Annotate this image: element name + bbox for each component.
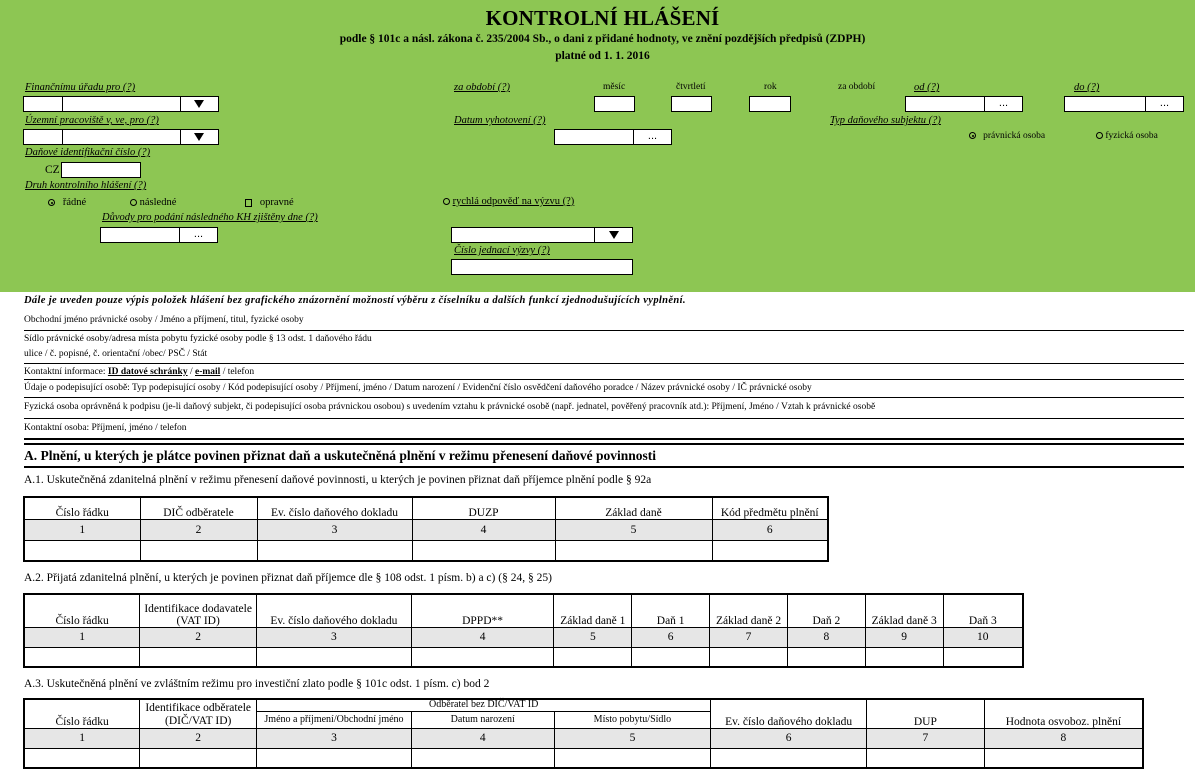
a2-col-number: 3 (257, 627, 412, 647)
contact-phone: / telefon (220, 367, 255, 377)
divider (24, 438, 1184, 440)
datum-vyhotoveni-label[interactable]: Datum vyhotovení (?) (454, 115, 546, 126)
divider (24, 363, 1184, 364)
a2-header: DPPD** (411, 594, 554, 627)
info-line-contact (24, 367, 254, 377)
cz-prefix: CZ (45, 164, 60, 176)
a1-cell[interactable] (24, 540, 140, 561)
pravnicka-option[interactable] (969, 131, 1045, 141)
a3-cell[interactable] (411, 748, 554, 768)
a1-cell[interactable] (140, 540, 257, 561)
a1-cell[interactable] (712, 540, 828, 561)
a1-col-number: 4 (412, 519, 555, 540)
datum-vyhotoveni-picker-button[interactable]: ... (633, 129, 672, 145)
a3-col-number: 8 (984, 728, 1143, 748)
a2-col-number: 8 (787, 627, 865, 647)
valid-from: platné od 1. 1. 2016 (555, 50, 650, 62)
page-subtitle: podle § 101c a násl. zákona č. 235/2004 Sb., o dani z přidané hodnoty, ve znění pozdějších předpisů (ZDPH) (339, 33, 866, 45)
pravnicka-label: právnická osoba (983, 131, 1046, 141)
a3-header: Číslo řádku (24, 699, 140, 728)
a3-header: Identifikace odběratele (DIČ/VAT ID) (140, 699, 257, 728)
a2-col-number: 2 (140, 627, 257, 647)
typ-subjektu-label[interactable]: Typ daňového subjektu (?) (830, 115, 941, 126)
separator: / (187, 367, 195, 377)
a3-data-row[interactable] (24, 748, 1143, 768)
a3-col-number: 7 (867, 728, 985, 748)
fyzicka-label: fyzická osoba (1105, 131, 1158, 141)
a1-col-number: 1 (24, 519, 140, 540)
info-line-name: Obchodní jméno právnické osoby / Jméno a příjmení, titul, fyzické osoby (24, 315, 304, 325)
info-line-contact-person: Kontaktní osoba: Příjmení, jméno / telefon (24, 423, 187, 433)
a2-cell[interactable] (865, 647, 943, 667)
a2-header: Základ daně 3 (865, 594, 943, 627)
a1-col-number: 2 (140, 519, 257, 540)
druh-nasledne-label: následné (139, 197, 177, 208)
a3-cell[interactable] (711, 748, 867, 768)
rychla-odpoved-option[interactable] (443, 196, 574, 207)
cislo-jednaci-input[interactable] (451, 259, 633, 275)
a1-cell[interactable] (412, 540, 555, 561)
divider (24, 466, 1184, 468)
a1-title: A.1. Uskutečněná zdanitelná plnění v režimu přenesení daňové povinnosti, u kterých je povinen přiznat daň příjemce plnění podle § 92a (24, 474, 652, 486)
a3-cell[interactable] (24, 748, 140, 768)
a3-cell[interactable] (554, 748, 711, 768)
financni-urad-label[interactable]: Finančnímu úřadu pro (?) (25, 82, 136, 93)
duvody-label[interactable]: Důvody pro podání následného KH zjištěny dne (?) (102, 212, 318, 223)
a3-subheader: Datum narození (411, 711, 554, 728)
a3-col-number: 2 (140, 728, 257, 748)
a3-col-number: 3 (257, 728, 412, 748)
radio-icon[interactable] (443, 198, 450, 205)
a3-cell[interactable] (140, 748, 257, 768)
info-note: Dále je uveden pouze výpis položek hlášení bez grafického znázornění možností výběru z číselníku a dalších funkcí zjednodušujících vyplnění. (24, 295, 686, 306)
a1-header: Číslo řádku (24, 497, 140, 519)
select-divider (180, 129, 181, 145)
email-link[interactable]: e-mail (194, 367, 221, 377)
a2-cell[interactable] (943, 647, 1023, 667)
a2-header: Základ daně 1 (554, 594, 632, 627)
a3-header: DUP (867, 699, 985, 728)
dropdown-arrow-icon[interactable] (609, 231, 619, 239)
druh-radnne-option[interactable] (48, 197, 86, 208)
a2-col-number: 7 (710, 627, 788, 647)
a2-header: Základ daně 2 (710, 594, 788, 627)
a1-data-row[interactable] (24, 540, 828, 561)
divider (24, 330, 1184, 331)
a2-cell[interactable] (787, 647, 865, 667)
dropdown-arrow-icon[interactable] (194, 100, 204, 108)
druh-radnne-label: řádné (62, 197, 87, 208)
do-label[interactable]: do (?) (1074, 82, 1100, 93)
a3-subheader: Místo pobytu/Sídlo (554, 711, 711, 728)
fyzicka-option[interactable] (1096, 131, 1158, 141)
a1-cell[interactable] (257, 540, 412, 561)
rok-label: rok (764, 82, 777, 92)
info-line-signer: Údaje o podepisující osobě: Typ podepisující osoby / Kód podepisující osoby / Příjmení, jméno / Datum narození / Evidenční číslo osvědčení daňového poradce / Název právnické osoby / IČ právnické osoby (24, 383, 812, 393)
info-line-authorized: Fyzická osoba oprávněná k podpisu (je-li daňový subjekt, či podepisující osoba právnickou osobou) s uvedením vztahu k právnické osobě (např. jednatel, pověřený pracovník atd.): Příjmení, Jméno / Vztah k právnické osobě (24, 402, 876, 412)
od-label[interactable]: od (?) (914, 82, 940, 93)
a2-cell[interactable] (632, 647, 710, 667)
page-title: KONTROLNÍ HLÁŠENÍ (485, 6, 720, 30)
radio-icon[interactable] (130, 199, 137, 206)
druh-nasledne-option[interactable] (130, 197, 176, 208)
rychla-odpoved-label: rychlá odpověď na výzvu (?) (452, 196, 575, 207)
uzemni-pracoviste-select[interactable] (23, 129, 219, 145)
divider (24, 443, 1184, 445)
a2-cell[interactable] (24, 647, 140, 667)
divider (24, 418, 1184, 419)
cislo-jednaci-label[interactable]: Číslo jednací výzvy (?) (454, 245, 550, 256)
a2-col-number: 5 (554, 627, 632, 647)
select-divider (594, 227, 595, 243)
a3-col-number: 5 (554, 728, 711, 748)
a1-header: Základ daně (555, 497, 712, 519)
contact-prefix: Kontaktní informace: (24, 367, 108, 377)
a2-cell[interactable] (554, 647, 632, 667)
a2-header: Číslo řádku (24, 594, 140, 627)
druh-label[interactable]: Druh kontrolního hlášení (?) (25, 180, 147, 191)
a3-col-number: 1 (24, 728, 140, 748)
a2-col-number: 9 (865, 627, 943, 647)
dropdown-arrow-icon[interactable] (194, 133, 204, 141)
mesic-label: měsíc (603, 82, 626, 92)
a1-header: DUZP (412, 497, 555, 519)
za-obdobi2-label: za období (838, 82, 876, 92)
select-divider (62, 129, 63, 145)
a3-table (23, 698, 1144, 769)
radio-selected-icon[interactable] (48, 199, 55, 206)
info-line-address-detail: ulice / č. popisné, č. orientační /obec/ PSČ / Stát (24, 349, 208, 359)
select-divider (180, 96, 181, 112)
a1-col-number: 3 (257, 519, 412, 540)
za-obdobi-label[interactable]: za období (?) (454, 82, 510, 93)
dic-label[interactable]: Daňové identifikační číslo (?) (25, 147, 151, 158)
a3-title: A.3. Uskutečněná plnění ve zvláštním režimu pro investiční zlato podle § 101c odst. 1 písm. c) bod 2 (24, 678, 490, 690)
divider (24, 397, 1184, 398)
uzemni-pracoviste-label[interactable]: Územní pracoviště v, ve, pro (?) (25, 115, 159, 126)
a2-header: Daň 2 (787, 594, 865, 627)
rychla-odpoved-select[interactable] (451, 227, 633, 243)
divider (24, 379, 1184, 380)
a3-subheader: Jméno a příjmení/Obchodní jméno (257, 711, 412, 728)
a2-header: Identifikace dodavatele (VAT ID) (140, 594, 257, 627)
a2-header: Ev. číslo daňového dokladu (257, 594, 412, 627)
a3-col-number: 4 (411, 728, 554, 748)
a2-cell[interactable] (710, 647, 788, 667)
ctvrtleti-input[interactable] (671, 96, 712, 112)
a3-col-number: 6 (711, 728, 867, 748)
a2-table (23, 593, 1024, 668)
a3-group-header: Odběratel bez DIČ/VAT ID (257, 699, 711, 711)
a2-data-row[interactable] (24, 647, 1023, 667)
a1-cell[interactable] (555, 540, 712, 561)
a2-col-number: 6 (632, 627, 710, 647)
a2-cell[interactable] (257, 647, 412, 667)
a2-title: A.2. Přijatá zdanitelná plnění, u kterých je povinen přiznat daň příjemce dle § 108 odst. 1 písm. b) a c) (§ 24, § 25) (24, 572, 552, 584)
a2-col-number: 4 (411, 627, 554, 647)
a1-header: DIČ odběratele (140, 497, 257, 519)
radio-icon[interactable] (1096, 132, 1103, 139)
financni-urad-select[interactable] (23, 96, 219, 112)
a2-cell[interactable] (411, 647, 554, 667)
duvody-date-picker-button[interactable]: ... (179, 227, 218, 243)
a2-header: Daň 1 (632, 594, 710, 627)
dic-input[interactable] (61, 162, 141, 178)
checkbox-icon[interactable] (245, 199, 252, 207)
info-line-address: Sídlo právnické osoby/adresa místa pobytu fyzické osoby podle § 13 odst. 1 daňového řádu (24, 334, 372, 344)
a1-header: Ev. číslo daňového dokladu (257, 497, 412, 519)
ids-link[interactable]: ID datové schránky (107, 367, 188, 377)
a1-header: Kód předmětu plnění (712, 497, 828, 519)
rok-input[interactable] (749, 96, 791, 112)
select-divider (62, 96, 63, 112)
a1-table (23, 496, 829, 562)
a2-cell[interactable] (140, 647, 257, 667)
radio-selected-icon[interactable] (969, 132, 976, 139)
od-date-picker-button[interactable]: ... (984, 96, 1023, 112)
druh-opravne-label: opravné (259, 197, 294, 208)
mesic-input[interactable] (594, 96, 635, 112)
a3-cell[interactable] (984, 748, 1143, 768)
druh-opravne-option[interactable] (245, 197, 294, 208)
a3-header: Ev. číslo daňového dokladu (711, 699, 867, 728)
a3-cell[interactable] (257, 748, 412, 768)
a2-header: Daň 3 (943, 594, 1023, 627)
section-a-title: A. Plnění, u kterých je plátce povinen přiznat daň a uskutečněná plnění v režimu přenesení daňové povinnosti (24, 448, 657, 463)
do-date-picker-button[interactable]: ... (1145, 96, 1184, 112)
a2-col-number: 10 (943, 627, 1023, 647)
a3-cell[interactable] (867, 748, 985, 768)
a1-col-number: 6 (712, 519, 828, 540)
a3-header: Hodnota osvoboz. plnění (984, 699, 1143, 728)
a1-col-number: 5 (555, 519, 712, 540)
a2-col-number: 1 (24, 627, 140, 647)
ctvrtleti-label: čtvrtletí (676, 82, 706, 92)
